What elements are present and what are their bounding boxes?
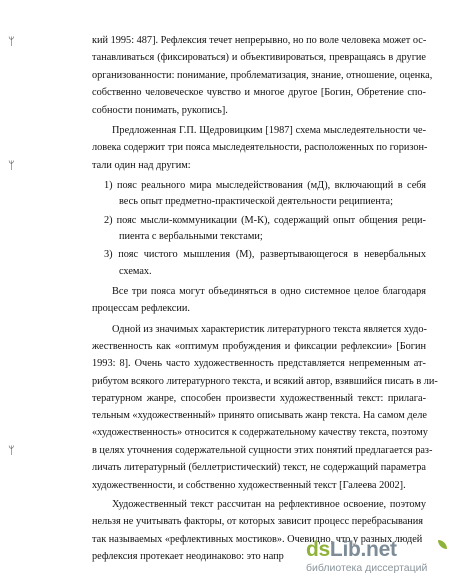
margin-mark: ᛘ <box>8 445 15 458</box>
text-line: художественности, и собственно художественный текст [Галеева 2002]. <box>92 479 406 491</box>
paragraph-start-line: Предложенная Г.П. Щедровицким [1987] схема мыследеятельности че- <box>112 124 426 136</box>
text-line: личать литературный (беллетристический) текст, не содержащий параметра <box>92 462 426 474</box>
list-item-1-line: 1) пояс реального мира мыследействования (мД), включающий в себя <box>104 179 426 191</box>
list-item-3-line: 3) пояс чистого мышления (М), развертывающегося в невербальных <box>104 249 426 261</box>
text-line: рибутом всякого литературного текста, и всякий автор, взявшийся писать в ли- <box>92 375 438 387</box>
text-line: рефлексия протекает неодинаково: это напр <box>92 551 284 562</box>
watermark-logo <box>306 538 397 562</box>
text-line: тературном жанре, способен произвести художественный текст: прилага- <box>92 393 426 405</box>
list-item-1-continuation: весь опыт предметно-практической деятельности реципиента; <box>119 196 393 208</box>
text-line: «художественность» относится к содержательному качеству текста, поэтому <box>92 427 428 439</box>
text-line: танавливаться (фиксироваться) и объективироваться, превращаясь в другие <box>92 52 426 64</box>
text-line: процессам рефлексии. <box>92 302 190 314</box>
watermark-logo-rest: Lib.net <box>329 538 397 561</box>
leaf-icon <box>438 540 447 549</box>
watermark-logo-ds: ds <box>306 538 330 561</box>
text-line: тельным «художественный» принято описывать жанр текста. На самом деле <box>92 409 427 421</box>
margin-mark: ᛘ <box>8 159 15 172</box>
text-line: 1993: 8]. Очень часто художественность представляется непременным ат- <box>92 358 426 370</box>
text-line: ловека содержит три пояса мыследеятельности, расположенных по горизон- <box>92 142 428 154</box>
text-line: нельзя не учитывать факторы, от которых зависит процесс перебрасывания <box>92 516 424 528</box>
watermark-subtitle: библиотека диссертаций <box>306 562 428 574</box>
text-line: собственно человеческое чувство и многое другое [Богин, Обретение спо- <box>92 87 426 99</box>
paragraph-start-line: Все три пояса могут объединяться в одно системное целое благодаря <box>112 286 426 298</box>
dslib-watermark <box>306 538 448 578</box>
text-line: в целях уточнения содержательной сущности этих понятий предлагается раз- <box>92 444 433 456</box>
paragraph-start-line: Одной из значимых характеристик литературного текста является худо- <box>112 323 427 335</box>
text-line: тали один над другим: <box>92 159 191 171</box>
list-item-2-line: 2) пояс мысли-коммуникации (М-К), содержащий опыт общения реци- <box>104 214 426 226</box>
text-line: кий 1995: 487]. Рефлексия течет непрерывно, но по воле человека может ос- <box>92 35 427 46</box>
text-line: так называемых «рефлективных мостиков». Очевидно, что у разных людей <box>92 533 423 545</box>
list-item-2-continuation: пиента с вербальными текстами; <box>119 231 263 243</box>
paragraph-start-line: Художественный текст рассчитан на рефлективное освоение, поэтому <box>112 498 426 510</box>
text-line: организованности: понимание, проблематизация, знание, отношение, оценка, <box>92 69 433 81</box>
text-line: жественность как «оптимум пробуждения и фиксации рефлексии» [Богин <box>92 340 426 352</box>
margin-mark: ᛘ <box>8 35 15 48</box>
text-line: собности понимать, рукопись]. <box>92 104 228 116</box>
list-item-3-continuation: схемах. <box>119 265 152 277</box>
